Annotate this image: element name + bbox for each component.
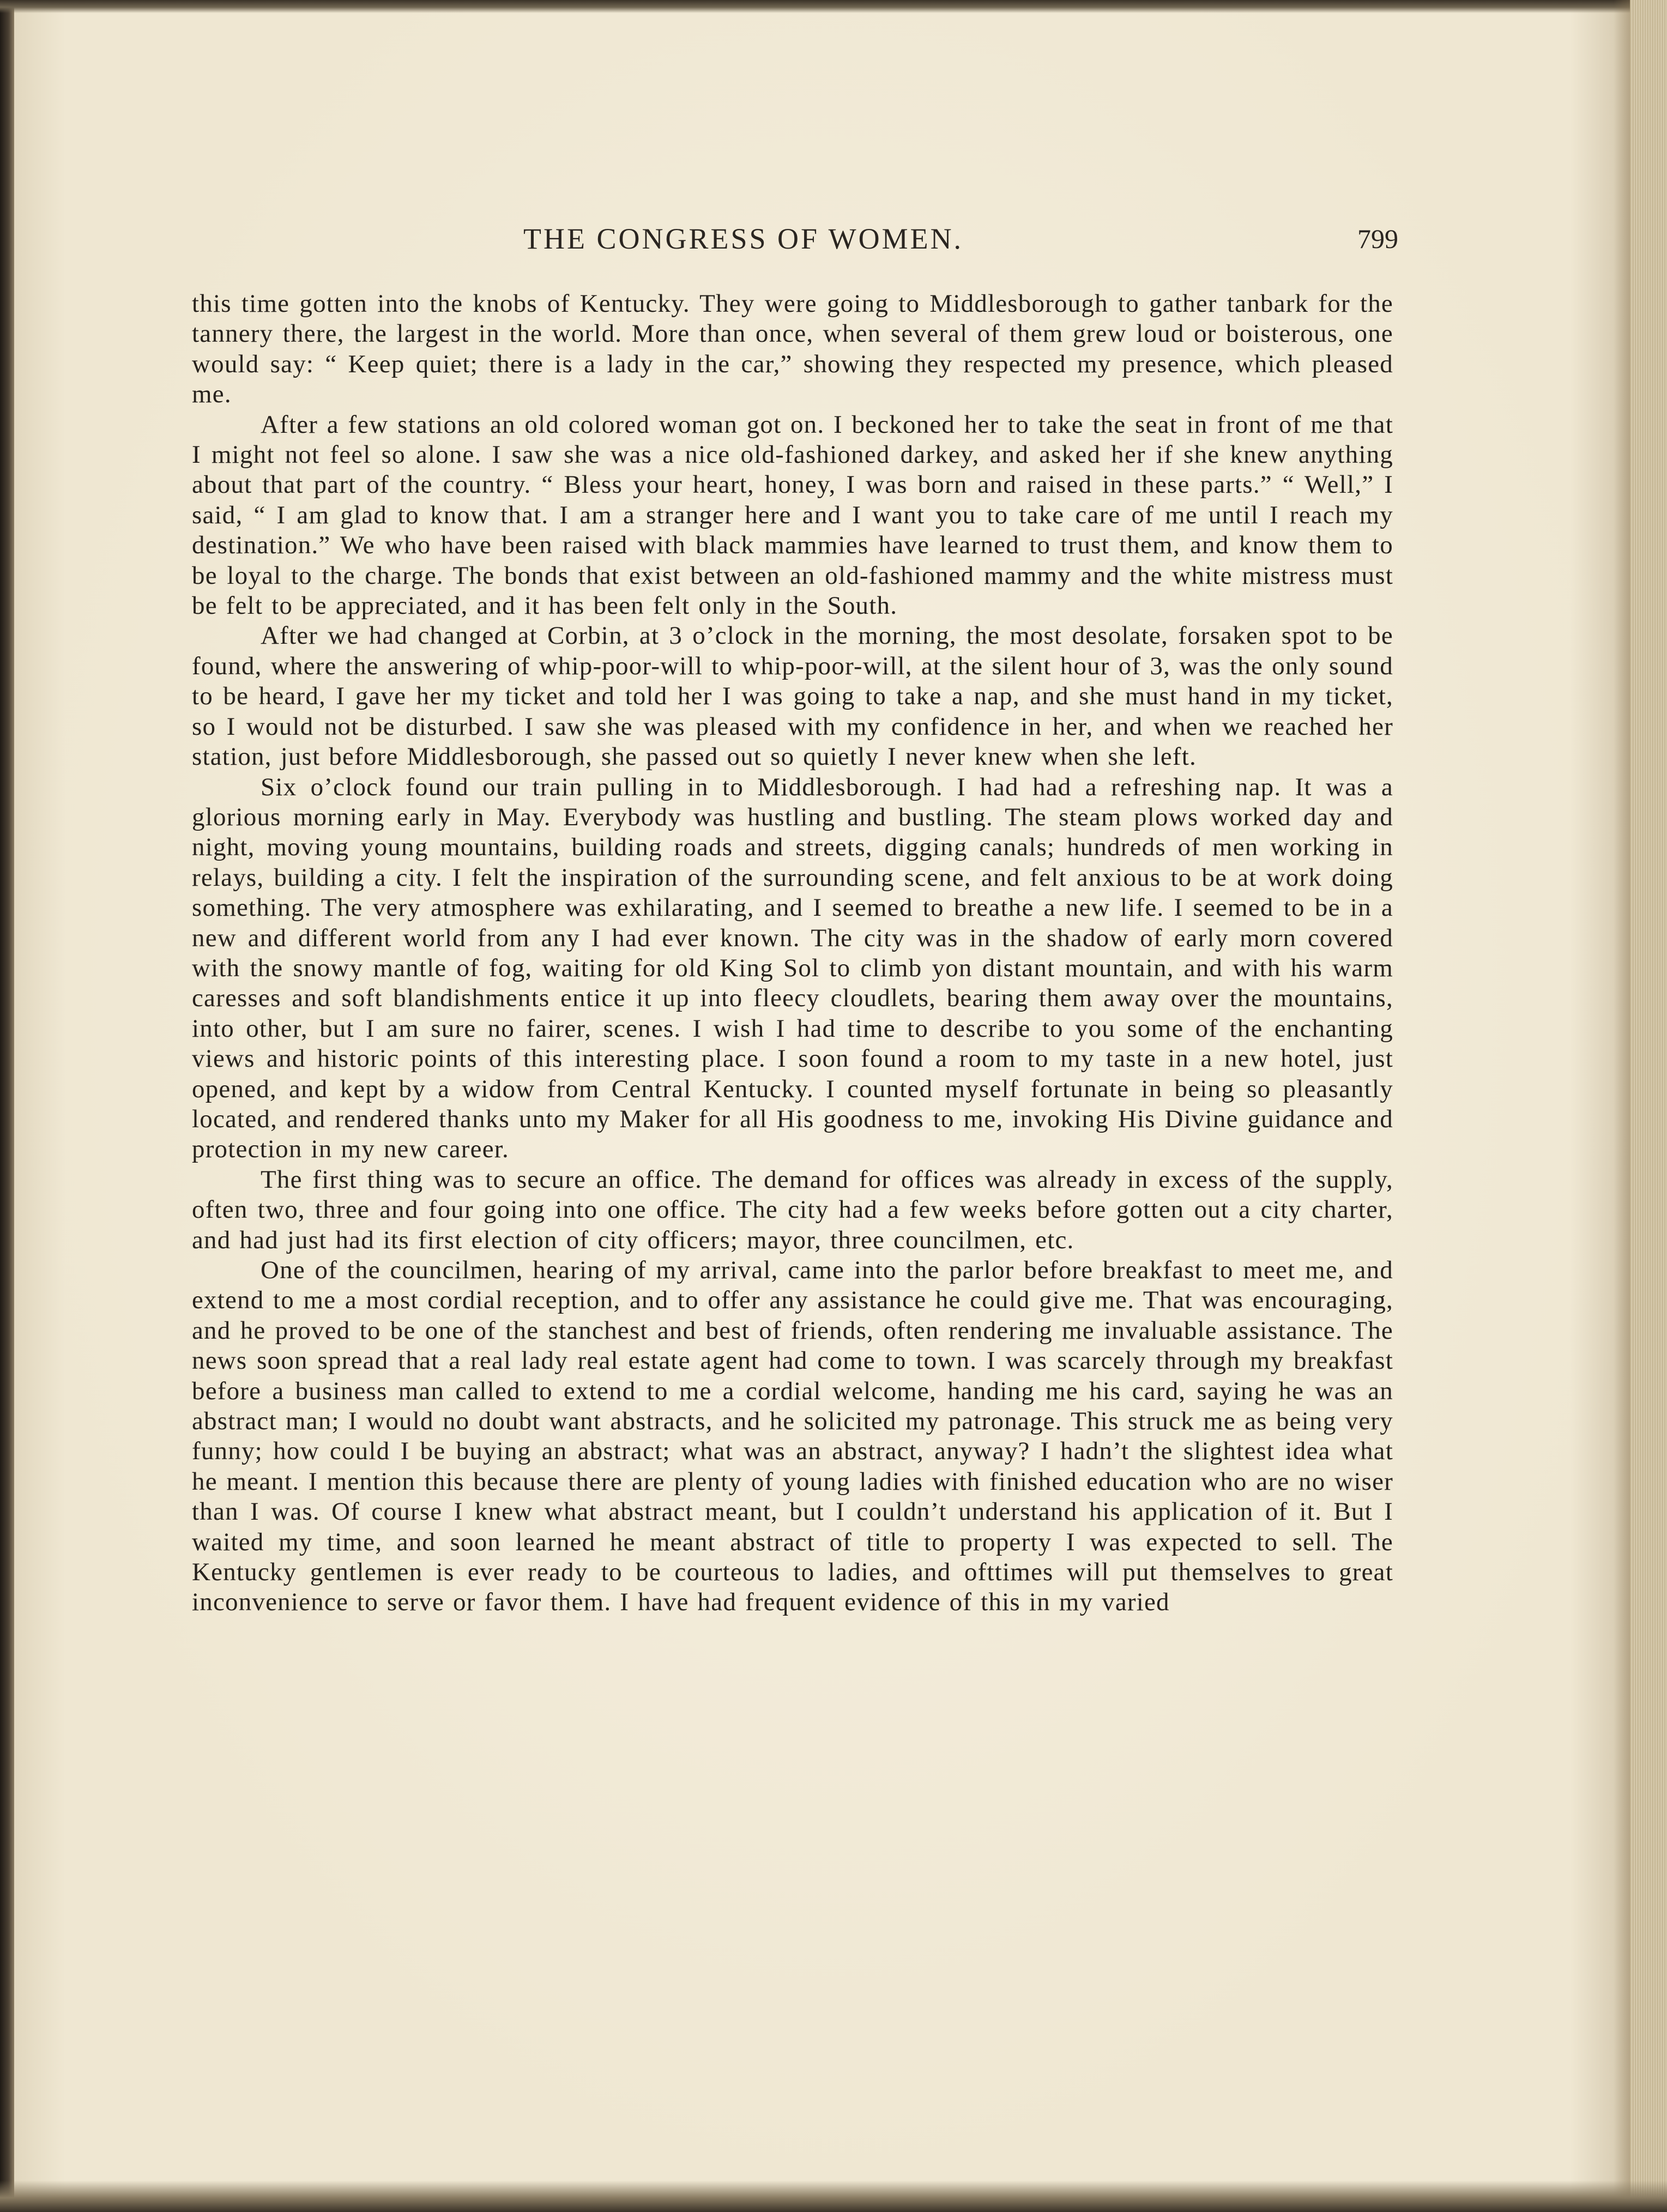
fore-edge-page-stack <box>1630 0 1667 2212</box>
top-page-edge <box>0 0 1667 13</box>
running-title: THE CONGRESS OF WOMEN. <box>523 222 964 255</box>
bottom-page-edge <box>0 2180 1667 2212</box>
page-number: 799 <box>1357 223 1398 254</box>
fore-edge-shadow <box>1614 0 1631 2212</box>
paragraph: this time gotten into the knobs of Kentucky. They were going to Middlesborough to gather tanbark for the tannery there, the largest in the world. More than once, when several of them grew loud or boisterous, one would say: “ Keep quiet; there is a lady in the car,” showing they respected my presence, which pleased me. <box>192 289 1393 409</box>
paragraph: Six o’clock found our train pulling in to Middlesborough. I had had a refreshing nap. It was a glorious morning early in May. Everybody was hustling and bustling. The steam plows worked day and night, moving young mountains, building roads and streets, digging canals; hundreds of men working in relays, building a city. I felt the inspiration of the surrounding scene, and felt anxious to be at work doing something. The very atmosphere was exhilarating, and I seemed to breathe a new life. I seemed to be in a new and different world from any I had ever known. The city was in the shadow of early morn covered with the snowy mantle of fog, waiting for old King Sol to climb yon distant mountain, and with his warm caresses and soft blandishments entice it up into fleecy cloudlets, bearing them away over the mountains, into other, but I am sure no fairer, scenes. I wish I had time to describe to you some of the enchanting views and historic points of this interesting place. I soon found a room to my taste in a new hotel, just opened, and kept by a widow from Central Kentucky. I counted myself fortunate in being so pleasantly located, and rendered thanks unto my Maker for all His goodness to me, invoking His Divine guidance and protection in my new career. <box>192 772 1393 1164</box>
body-text <box>192 289 1393 1618</box>
paragraph: After we had changed at Corbin, at 3 o’clock in the morning, the most desolate, forsaken spot to be found, where the answering of whip-poor-will to whip-poor-will, at the silent hour of 3, was the only sound to be heard, I gave her my ticket and told her I was going to take a nap, and she must hand in my ticket, so I would not be disturbed. I saw she was pleased with my confidence in her, and when we reached her station, just before Middlesborough, she passed out so quietly I never knew when she left. <box>192 621 1393 771</box>
paragraph: One of the councilmen, hearing of my arrival, came into the parlor before breakfast to meet me, and extend to me a most cordial reception, and to offer any assistance he could give me. That was encouraging, and he proved to be one of the stanchest and best of friends, often rendering me invaluable assistance. The news soon spread that a real lady real estate agent had come to town. I was scarcely through my breakfast before a business man called to extend to me a cordial welcome, handing me his card, saying he was an abstract man; I would no doubt want abstracts, and he solicited my patronage. This struck me as being very funny; how could I be buying an abstract; what was an abstract, anyway? I hadn’t the slightest idea what he meant. I mention this because there are plenty of young ladies with finished education who are no wiser than I was. Of course I knew what abstract meant, but I couldn’t understand his application of it. But I waited my time, and soon learned he meant abstract of title to property I was expected to sell. The Kentucky gentlemen is ever ready to be courteous to ladies, and ofttimes will put themselves to great inconvenience to serve or favor them. I have had frequent evidence of this in my varied <box>192 1256 1393 1617</box>
paragraph: After a few stations an old colored woman got on. I beckoned her to take the seat in front of me that I might not feel so alone. I saw she was a nice old-fashioned darkey, and asked her if she knew anything about that part of the country. “ Bless your heart, honey, I was born and raised in these parts.” “ Well,” I said, “ I am glad to know that. I am a stranger here and I want you to take care of me until I reach my destination.” We who have been raised with black mammies have learned to trust them, and know them to be loyal to the charge. The bonds that exist between an old-fashioned mammy and the white mistress must be felt to be appreciated, and it has been felt only in the South. <box>192 410 1393 620</box>
book-spine-shadow <box>0 0 14 2212</box>
page-header <box>523 222 1398 255</box>
paragraph: The first thing was to secure an office. The demand for offices was already in excess of the supply, often two, three and four going into one office. The city had a few weeks before gotten out a city charter, and had just had its first election of city officers; mayor, three councilmen, etc. <box>192 1165 1393 1254</box>
